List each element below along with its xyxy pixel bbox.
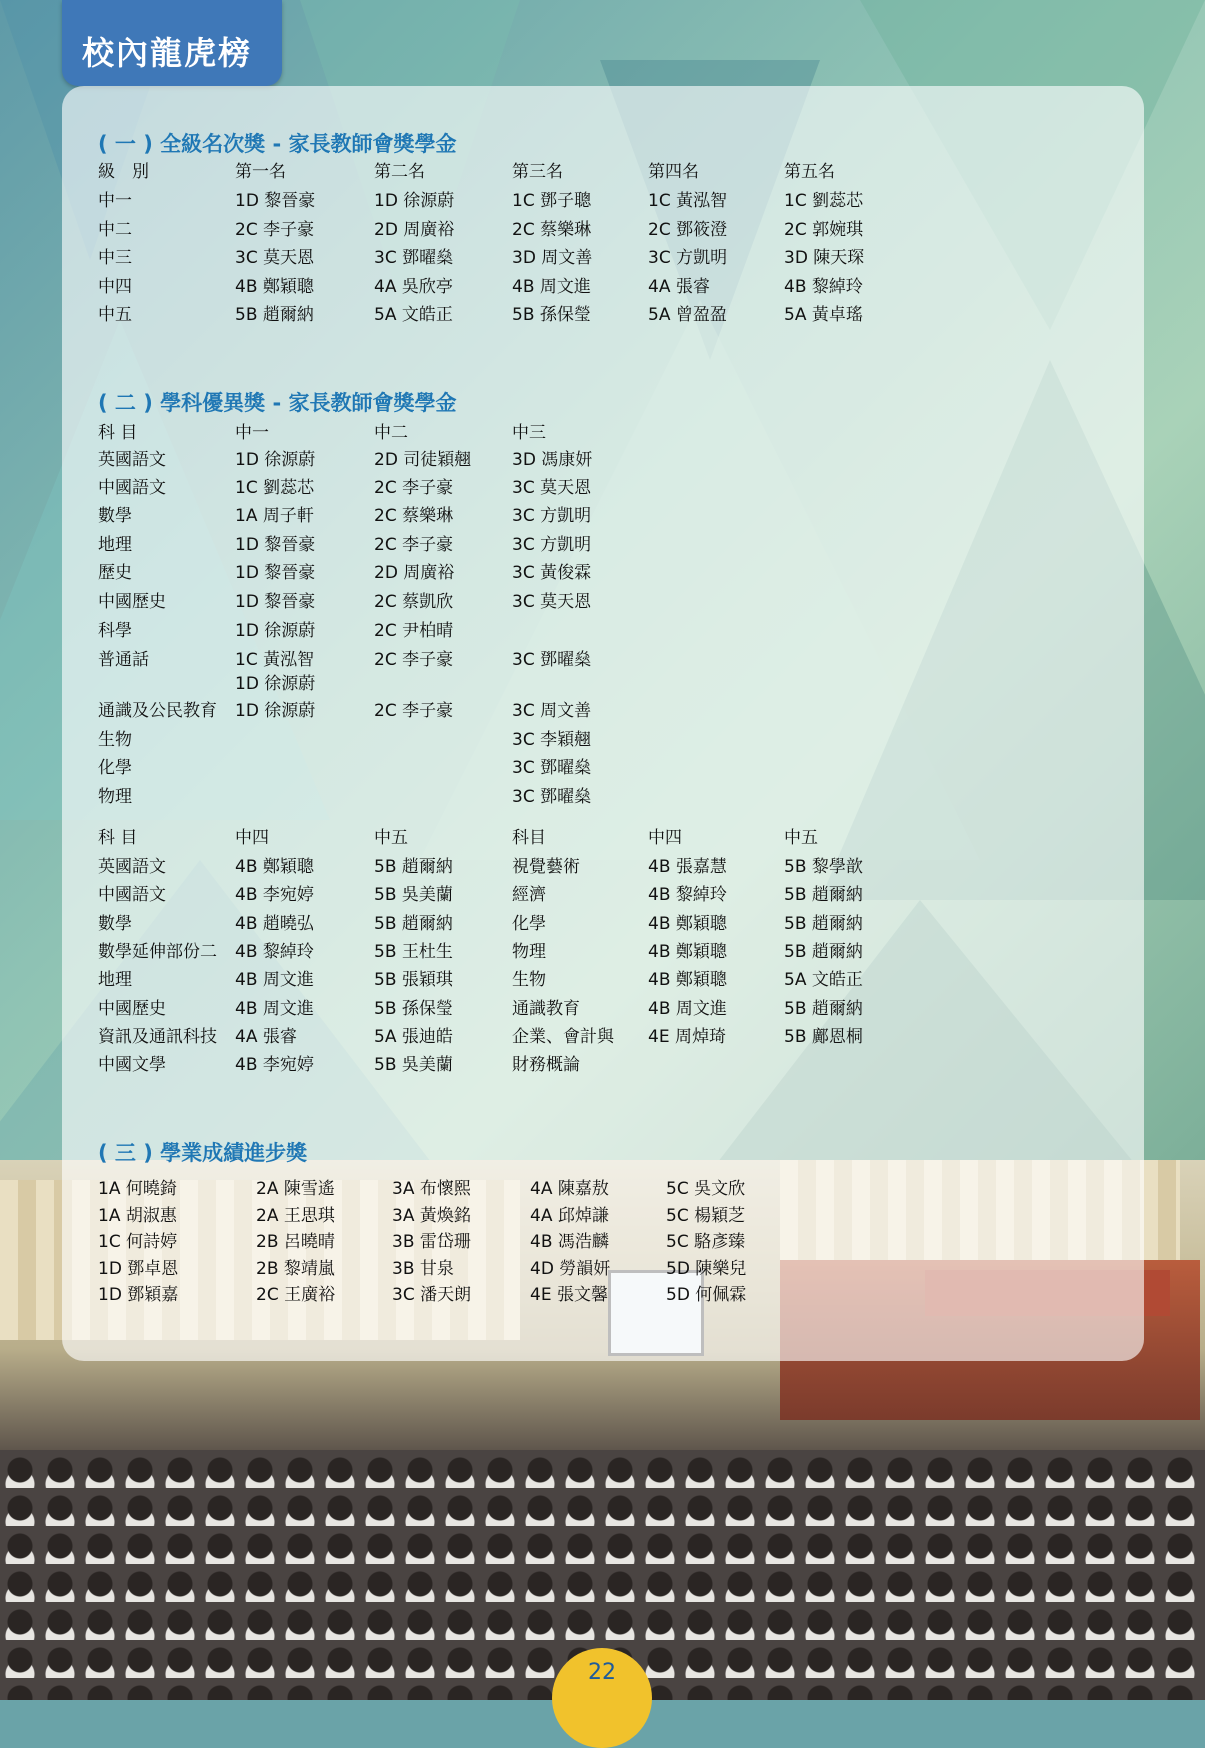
- student-entry: 4B 馮浩麟: [530, 1232, 609, 1252]
- table-cell: 5B 王杜生: [374, 941, 453, 962]
- column-header: 科 目: [98, 828, 138, 848]
- table-cell: 3C 方凱明: [512, 535, 592, 555]
- column-header: 第三名: [512, 162, 563, 182]
- student-entry: 4E 張文馨: [530, 1285, 608, 1305]
- table-cell: 2D 周廣裕: [374, 219, 455, 240]
- student-entry: 3A 布懷熙: [392, 1179, 471, 1199]
- row-label: 普通話: [98, 650, 149, 670]
- row-label: 中國語文: [98, 478, 166, 498]
- table-cell: 5A 黃卓瑤: [784, 305, 863, 325]
- student-entry: 2A 陳雪遙: [256, 1179, 335, 1199]
- table-cell: 3D 周文善: [512, 248, 593, 268]
- table-cell: 4B 黎綽玲: [648, 885, 727, 906]
- table-cell: 5B 趙爾納: [784, 885, 863, 906]
- student-entry: 1D 鄧卓恩: [98, 1258, 179, 1279]
- row-label: 化學: [98, 758, 132, 778]
- table-cell: 5B 孫保瑩: [512, 305, 591, 325]
- row-label: 經濟: [512, 885, 546, 906]
- table-cell: 2C 郭婉琪: [784, 219, 864, 240]
- row-label: 數學: [98, 506, 132, 526]
- row-label: 數學延伸部份二: [98, 941, 217, 962]
- row-label: 地理: [98, 970, 132, 991]
- table-cell: 3C 黃俊霖: [512, 563, 592, 583]
- table-cell: 4B 張嘉慧: [648, 857, 727, 877]
- table-cell: 4B 周文進: [648, 998, 727, 1019]
- table-cell: 4B 鄭穎聰: [648, 941, 727, 962]
- table-cell: 5B 鄺恩桐: [784, 1026, 863, 1047]
- column-header: 中三: [512, 423, 546, 443]
- row-label: 科學: [98, 621, 132, 641]
- student-entry: 2B 黎靖嵐: [256, 1258, 335, 1279]
- student-entry: 5D 何佩霖: [666, 1285, 747, 1305]
- table-cell: 4E 周焯琦: [648, 1026, 726, 1047]
- table-cell: 4B 趙曉弘: [235, 913, 314, 934]
- student-entry: 2C 王廣裕: [256, 1285, 336, 1305]
- row-label: 通識教育: [512, 998, 580, 1019]
- table-cell: 1D 黎晉豪: [235, 191, 316, 211]
- column-header: 第二名: [374, 162, 425, 182]
- table-cell: 4A 張睿: [235, 1026, 297, 1047]
- table-cell: 1C 黃泓智: [648, 191, 728, 211]
- table-cell: 4A 張睿: [648, 276, 710, 297]
- table-cell: 4B 李宛婷: [235, 1055, 314, 1076]
- table-cell: 3C 莫天恩: [235, 248, 315, 268]
- table-cell: 1D 黎晉豪: [235, 535, 316, 555]
- table-cell: 4B 李宛婷: [235, 885, 314, 906]
- student-entry: 3C 潘天朗: [392, 1285, 472, 1305]
- student-entry: 1A 胡淑惠: [98, 1205, 177, 1226]
- table-cell: 1D 徐源蔚: [235, 701, 316, 721]
- column-header: 中四: [648, 828, 682, 848]
- section-heading-rank-awards: ( 一 ) 全級名次獎 - 家長教師會獎學金: [98, 132, 457, 156]
- table-cell: 4B 黎綽玲: [235, 941, 314, 962]
- table-cell: 5B 趙爾納: [374, 857, 453, 877]
- table-cell: 5B 趙爾納: [784, 913, 863, 934]
- row-label: 中國語文: [98, 885, 166, 906]
- table-cell: 5B 張穎琪: [374, 970, 453, 991]
- student-entry: 4A 陳嘉敖: [530, 1179, 609, 1199]
- table-cell: 1D 徐源蔚: [235, 621, 316, 641]
- table-cell: 3C 方凱明: [512, 506, 592, 526]
- row-label: 中四: [98, 276, 132, 297]
- student-entry: 5C 楊穎芝: [666, 1205, 746, 1226]
- row-label: 通識及公民教育: [98, 701, 217, 721]
- column-header: 第五名: [784, 162, 835, 182]
- student-entry: 5C 吳文欣: [666, 1179, 746, 1199]
- column-header: 中五: [374, 828, 408, 848]
- table-cell: 1D 徐源蔚: [235, 450, 316, 470]
- student-entry: 2A 王思琪: [256, 1205, 335, 1226]
- table-cell: 5B 趙爾納: [784, 998, 863, 1019]
- table-cell: 5B 孫保瑩: [374, 998, 453, 1019]
- title-tab: [62, 0, 282, 86]
- table-cell: 4B 黎綽玲: [784, 276, 863, 297]
- table-cell: 4B 鄭穎聰: [648, 913, 727, 934]
- student-entry: 3B 甘泉: [392, 1258, 454, 1279]
- row-label: 視覺藝術: [512, 857, 580, 877]
- column-header: 中一: [235, 423, 269, 443]
- student-entry: 5C 駱彥臻: [666, 1232, 746, 1252]
- table-cell: 2D 周廣裕: [374, 563, 455, 583]
- table-cell: 5B 黎學歆: [784, 857, 863, 877]
- row-label: 中國文學: [98, 1055, 166, 1076]
- table-cell: 3C 莫天恩: [512, 592, 592, 612]
- column-header: 科 目: [98, 423, 138, 443]
- table-cell: 5B 趙爾納: [374, 913, 453, 934]
- table-cell: 1D 黎晉豪: [235, 563, 316, 583]
- table-cell: 2C 李子豪: [374, 701, 454, 721]
- table-cell: 2C 蔡樂琳: [512, 219, 592, 240]
- table-cell: 2C 李子豪: [235, 219, 315, 240]
- row-label: 中五: [98, 305, 132, 325]
- table-cell: 2C 尹柏晴: [374, 621, 454, 641]
- student-entry: 1A 何曉錡: [98, 1179, 177, 1199]
- row-label: 地理: [98, 535, 132, 555]
- table-cell: 1D 徐源蔚: [235, 674, 316, 694]
- row-label: 中國歷史: [98, 998, 166, 1019]
- table-cell: 1D 黎晉豪: [235, 592, 316, 612]
- table-cell: 3C 鄧曜燊: [512, 758, 592, 778]
- table-cell: 2C 李子豪: [374, 650, 454, 670]
- student-entry: 1D 鄧穎嘉: [98, 1285, 179, 1305]
- section-heading-subject-awards: ( 二 ) 學科優異獎 - 家長教師會獎學金: [98, 391, 457, 415]
- table-cell: 2D 司徒穎翹: [374, 450, 472, 470]
- row-label: 中三: [98, 248, 132, 268]
- student-entry: 3B 雷岱珊: [392, 1232, 471, 1252]
- row-label: 生物: [512, 970, 546, 991]
- table-cell: 5A 文皓正: [784, 970, 863, 991]
- table-cell: 1C 鄧子聰: [512, 191, 592, 211]
- table-cell: 4B 鄭穎聰: [235, 857, 314, 877]
- table-cell: 2C 蔡凱欣: [374, 592, 454, 612]
- student-entry: 2B 呂曉晴: [256, 1232, 335, 1252]
- row-label: 英國語文: [98, 450, 166, 470]
- table-cell: 4B 鄭穎聰: [648, 970, 727, 991]
- table-cell: 5A 文皓正: [374, 305, 453, 325]
- row-label: 物理: [512, 941, 546, 962]
- table-cell: 5B 趙爾納: [784, 941, 863, 962]
- row-label: 歷史: [98, 563, 132, 583]
- table-cell: 5B 吳美蘭: [374, 1055, 453, 1076]
- table-cell: 5B 吳美蘭: [374, 885, 453, 906]
- student-entry: 3A 黃煥銘: [392, 1205, 471, 1226]
- page-title: 校內龍虎榜: [82, 34, 253, 72]
- table-cell: 2C 蔡樂琳: [374, 506, 454, 526]
- row-label: 化學: [512, 913, 546, 934]
- column-header: 第四名: [648, 162, 699, 182]
- table-cell: 3C 李穎翹: [512, 730, 592, 750]
- column-header: 級 別: [98, 162, 149, 182]
- table-cell: 4B 周文進: [512, 276, 591, 297]
- student-entry: 1C 何詩婷: [98, 1232, 178, 1252]
- table-cell: 4B 周文進: [235, 998, 314, 1019]
- table-cell: 5A 張迪皓: [374, 1026, 453, 1047]
- table-cell: 2C 鄧筱澄: [648, 219, 728, 240]
- content-panel: [62, 86, 1144, 1361]
- table-cell: 4B 鄭穎聰: [235, 276, 314, 297]
- student-entry: 4D 勞韻妍: [530, 1258, 611, 1279]
- row-label: 中國歷史: [98, 592, 166, 612]
- table-cell: 1D 徐源蔚: [374, 191, 455, 211]
- table-cell: 3C 鄧曜燊: [512, 787, 592, 807]
- table-cell: 1A 周子軒: [235, 506, 314, 526]
- row-label: 生物: [98, 730, 132, 750]
- column-header: 中五: [784, 828, 818, 848]
- table-cell: 3C 鄧曜燊: [374, 248, 454, 268]
- table-cell: 2C 李子豪: [374, 478, 454, 498]
- column-header: 科目: [512, 828, 546, 848]
- section-heading-progress-awards: ( 三 ) 學業成績進步獎: [98, 1141, 308, 1165]
- row-label: 物理: [98, 787, 132, 807]
- student-entry: 5D 陳樂兒: [666, 1258, 747, 1279]
- column-header: 中四: [235, 828, 269, 848]
- table-cell: 5A 曾盈盈: [648, 305, 727, 325]
- table-cell: 1C 黃泓智: [235, 650, 315, 670]
- row-label: 中二: [98, 219, 132, 240]
- table-cell: 3C 周文善: [512, 701, 592, 721]
- table-cell: 5B 趙爾納: [235, 305, 314, 325]
- row-label: 企業、會計與: [512, 1026, 614, 1047]
- student-entry: 4A 邱焯謙: [530, 1205, 609, 1226]
- table-cell: 3D 馮康妍: [512, 450, 593, 470]
- page-number-badge: [552, 1648, 652, 1748]
- row-label: 英國語文: [98, 857, 166, 877]
- table-cell: 2C 李子豪: [374, 535, 454, 555]
- table-cell: 1C 劉蕊芯: [784, 191, 864, 211]
- table-cell: 4B 周文進: [235, 970, 314, 991]
- row-label: 財務概論: [512, 1055, 580, 1076]
- table-cell: 3D 陳天琛: [784, 248, 865, 268]
- column-header: 第一名: [235, 162, 286, 182]
- table-cell: 1C 劉蕊芯: [235, 478, 315, 498]
- row-label: 數學: [98, 913, 132, 934]
- page-number: 22: [588, 1660, 616, 1685]
- table-cell: 3C 莫天恩: [512, 478, 592, 498]
- table-cell: 4A 吳欣亭: [374, 276, 453, 297]
- table-cell: 3C 鄧曜燊: [512, 650, 592, 670]
- row-label: 資訊及通訊科技: [98, 1026, 217, 1047]
- column-header: 中二: [374, 423, 408, 443]
- table-cell: 3C 方凱明: [648, 248, 728, 268]
- row-label: 中一: [98, 191, 132, 211]
